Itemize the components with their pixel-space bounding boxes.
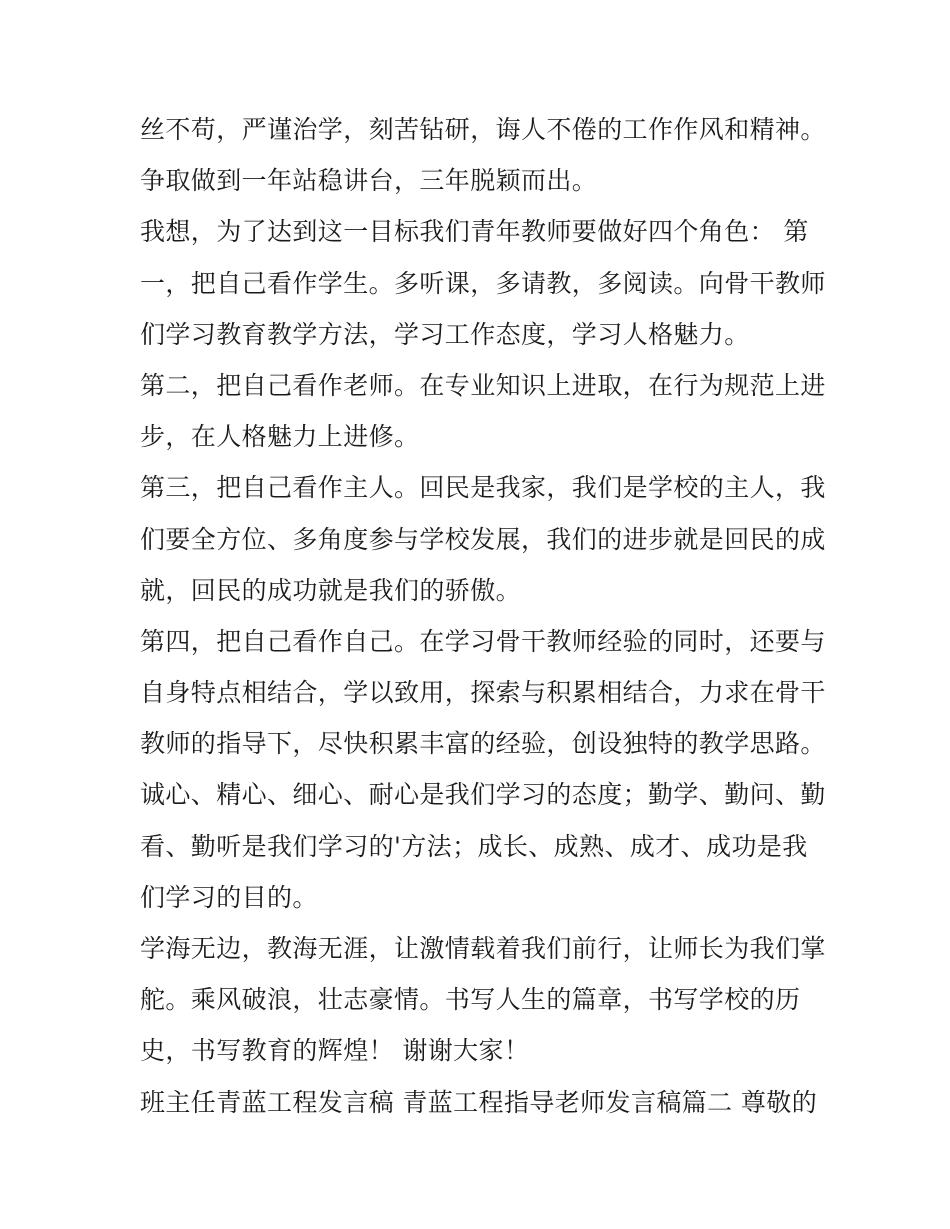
text-line: 教师的指导下，尽快积累丰富的经验，创设独特的教学思路。 — [140, 729, 826, 759]
text-line: 我想，为了达到这一目标我们青年教师要做好四个角色： 第 — [140, 217, 809, 247]
text-line: 们学习教育教学方法，学习工作态度，学习人格魅力。 — [140, 319, 750, 349]
text-line: 步，在人格魅力上进修。 — [140, 422, 420, 452]
text-line: 第三，把自己看作主人。回民是我家，我们是学校的主人，我 — [140, 473, 826, 503]
text-line: 看、勤听是我们学习的'方法；成长、成熟、成才、成功是我 — [140, 831, 808, 861]
text-line: 班主任青蓝工程发言稿 青蓝工程指导老师发言稿篇二 尊敬的 — [140, 1087, 818, 1117]
text-line: 们学习的目的。 — [140, 882, 318, 912]
text-line: 学海无边，教海无涯，让激情载着我们前行，让师长为我们掌 — [140, 934, 826, 963]
text-line: 丝不苟，严谨治学，刻苦钻研，诲人不倦的工作作风和精神。 — [140, 115, 826, 144]
text-line: 第四，把自己看作自己。在学习骨干教师经验的同时，还要与 — [140, 626, 826, 656]
text-line: 们要全方位、多角度参与学校发展，我们的进步就是回民的成 — [140, 524, 826, 554]
text-line: 一，把自己看作学生。多听课，多请教，多阅读。向骨干教师 — [140, 268, 826, 298]
text-line: 第二，把自己看作老师。在专业知识上进取，在行为规范上进 — [140, 370, 826, 400]
body-text — [140, 104, 826, 1128]
text-line: 舵。乘风破浪，壮志豪情。书写人生的篇章，书写学校的历 — [140, 985, 801, 1015]
text-line: 诚心、精心、细心、耐心是我们学习的态度；勤学、勤问、勤 — [140, 780, 826, 810]
text-line: 争取做到一年站稳讲台，三年脱颖而出。 — [140, 166, 598, 196]
text-line: 史，书写教育的辉煌！ 谢谢大家！ — [140, 1036, 530, 1066]
text-line: 自身特点相结合，学以致用，探索与积累相结合，力求在骨干 — [140, 678, 826, 708]
text-line: 就，回民的成功就是我们的骄傲。 — [140, 575, 522, 605]
